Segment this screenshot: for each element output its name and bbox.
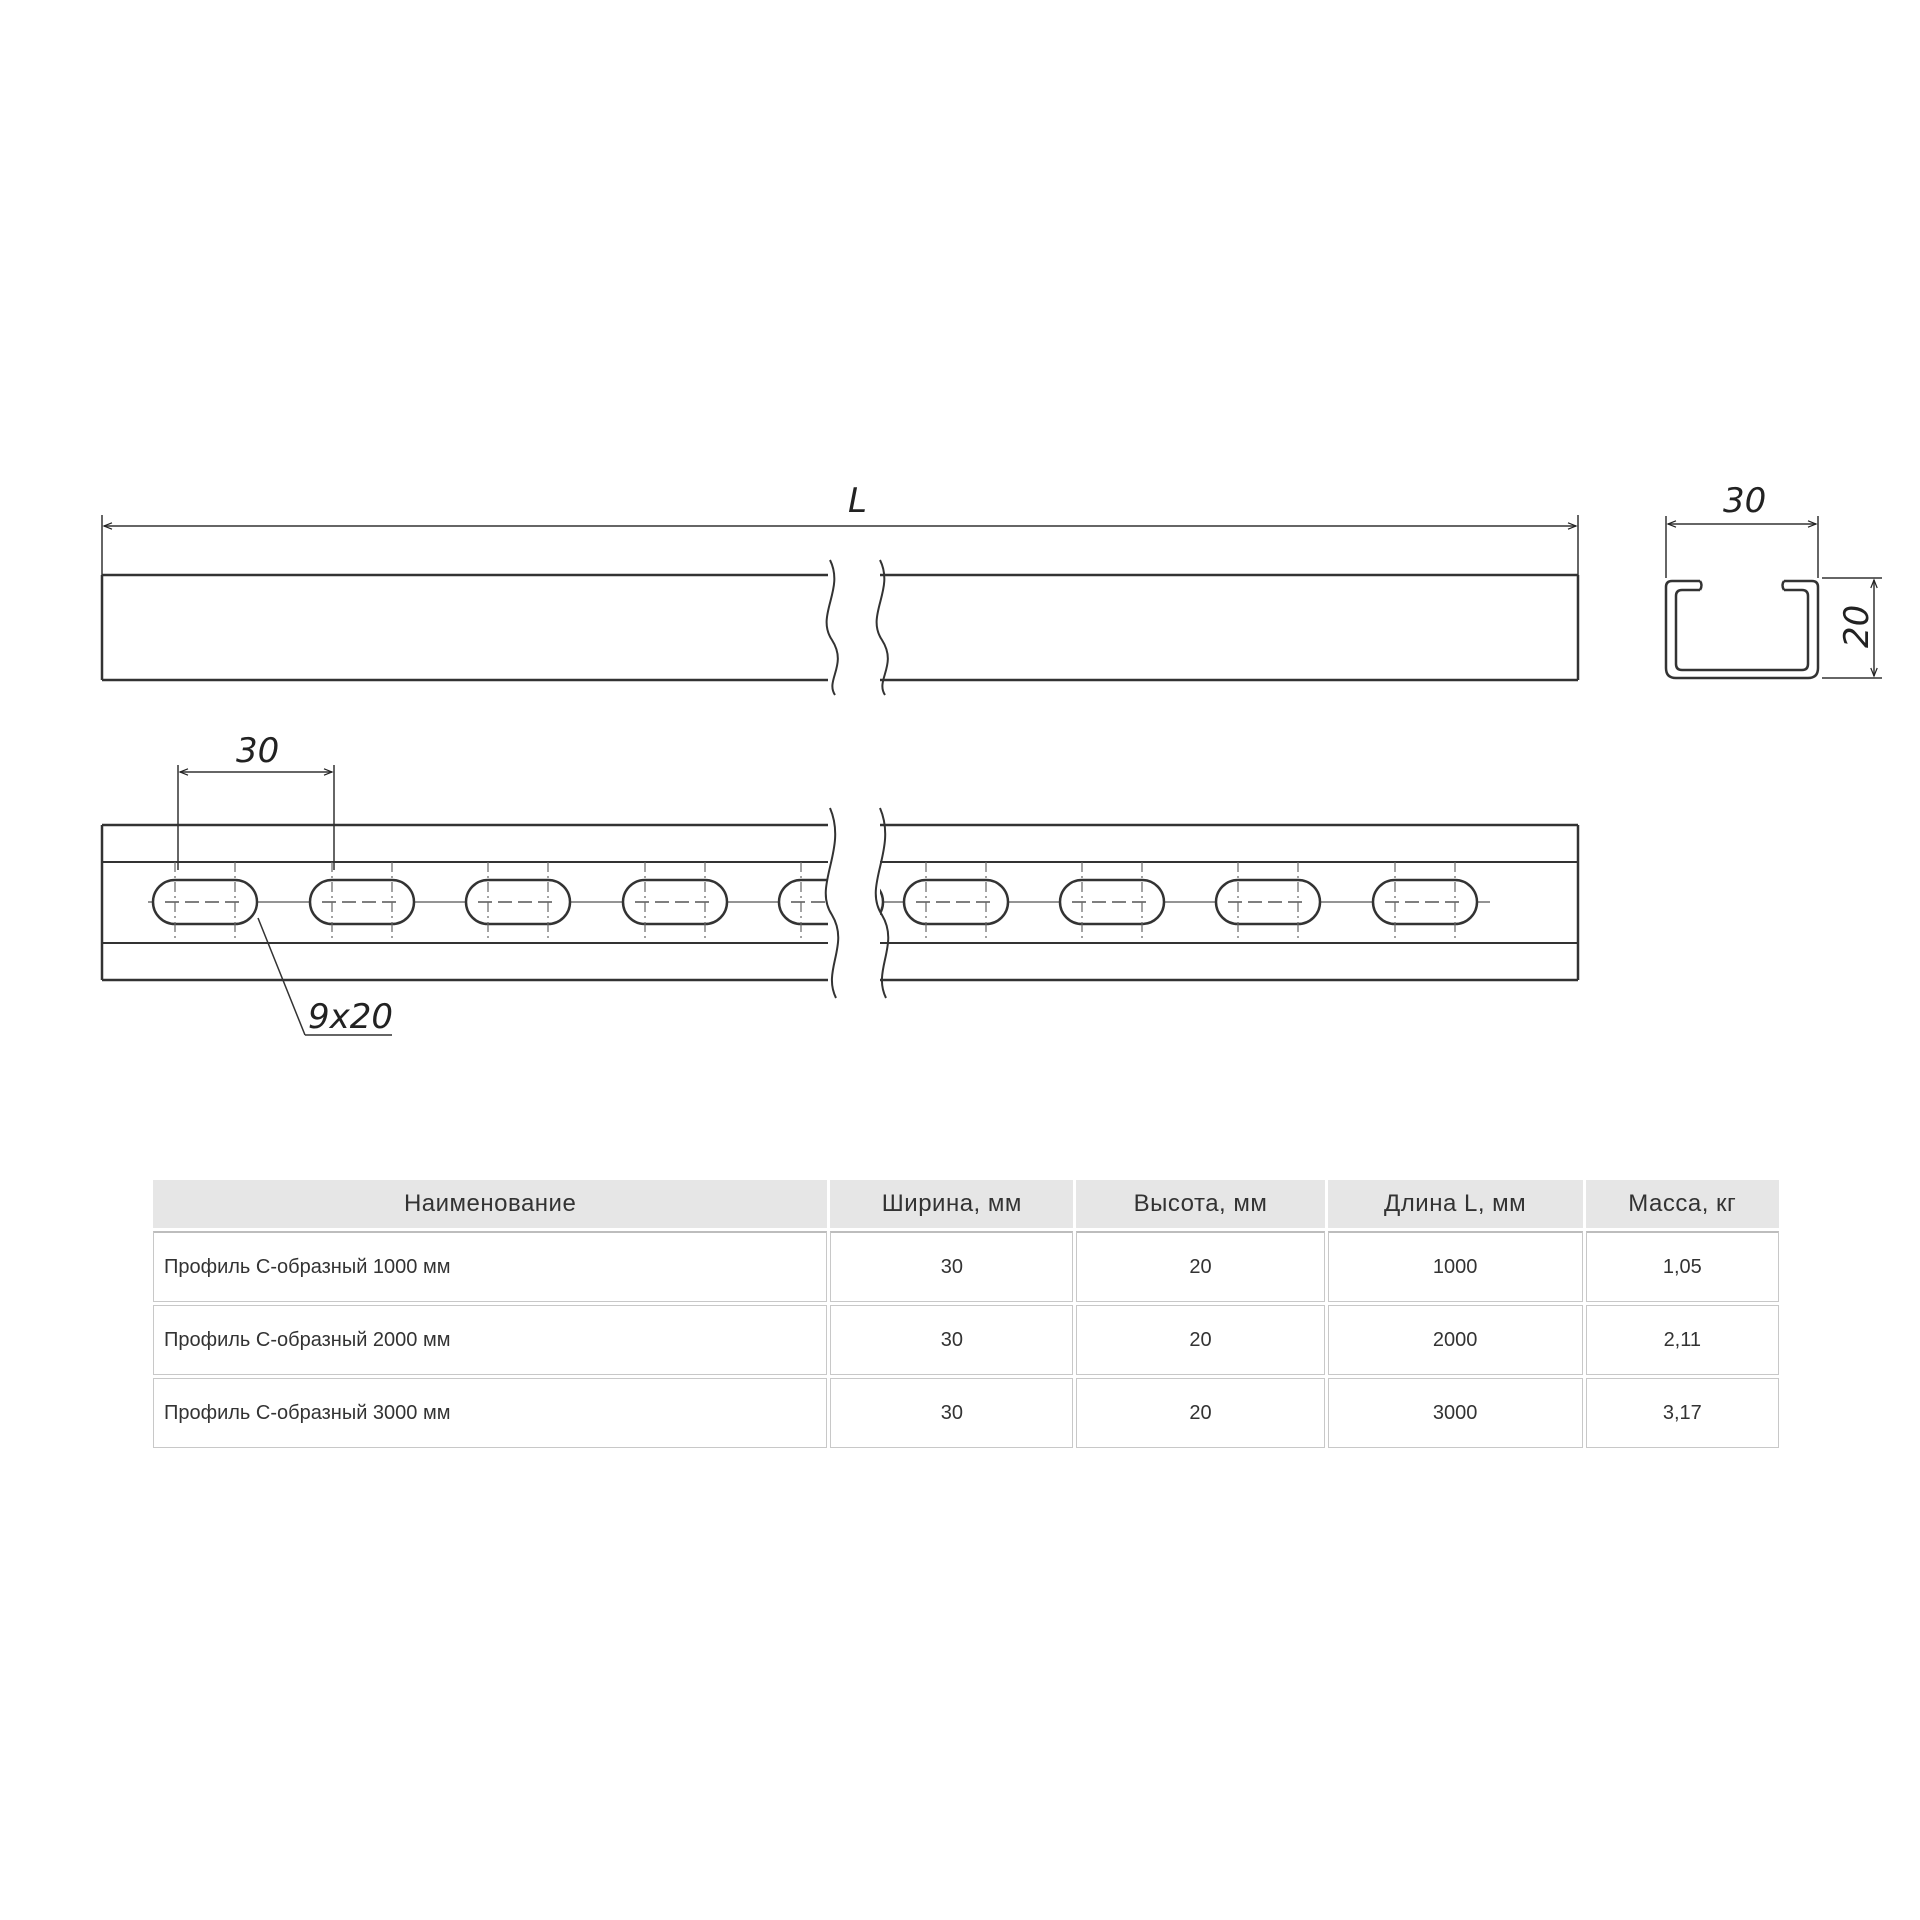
table-row — [153, 1231, 1779, 1302]
cell-name: Профиль С-образный 1000 мм — [153, 1231, 827, 1302]
slot-row — [148, 862, 1490, 942]
cell-width: 30 — [830, 1305, 1073, 1375]
side-view — [102, 560, 1578, 695]
header-mass: Масса, кг — [1586, 1180, 1779, 1228]
specification-table — [150, 1177, 1782, 1451]
cell-name: Профиль С-образный 2000 мм — [153, 1305, 827, 1375]
cell-mass: 3,17 — [1586, 1378, 1779, 1448]
cell-width: 30 — [830, 1378, 1073, 1448]
cell-length: 2000 — [1328, 1305, 1583, 1375]
header-height: Высота, мм — [1076, 1180, 1324, 1228]
header-width: Ширина, мм — [830, 1180, 1073, 1228]
slot-hole — [1216, 862, 1320, 942]
table-row — [153, 1305, 1779, 1375]
pitch-dimension — [178, 765, 334, 870]
cell-length: 1000 — [1328, 1231, 1583, 1302]
slot-hole — [310, 862, 414, 942]
cell-height: 20 — [1076, 1378, 1324, 1448]
slot-hole — [904, 862, 1008, 942]
slot-hole — [1373, 862, 1477, 942]
header-name: Наименование — [153, 1180, 827, 1228]
profile-width-label: 30 — [1723, 481, 1767, 521]
slot-hole — [1060, 862, 1164, 942]
cell-mass: 1,05 — [1586, 1231, 1779, 1302]
slot-hole — [466, 862, 570, 942]
table-row — [153, 1378, 1779, 1448]
cell-name: Профиль С-образный 3000 мм — [153, 1378, 827, 1448]
length-label: L — [848, 481, 867, 521]
table-header-row — [153, 1180, 1779, 1228]
slot-hole — [153, 862, 257, 942]
hole-pitch-label: 30 — [236, 731, 280, 771]
cell-height: 20 — [1076, 1231, 1324, 1302]
cell-length: 3000 — [1328, 1378, 1583, 1448]
hole-size-label: 9x20 — [308, 997, 394, 1037]
top-view-break — [826, 808, 889, 998]
cross-section — [1666, 581, 1818, 678]
slot-hole — [623, 862, 727, 942]
cell-mass: 2,11 — [1586, 1305, 1779, 1375]
header-length: Длина L, мм — [1328, 1180, 1583, 1228]
section-dimensions — [1666, 516, 1882, 678]
profile-height-label: 20 — [1837, 604, 1877, 648]
cell-height: 20 — [1076, 1305, 1324, 1375]
cell-width: 30 — [830, 1231, 1073, 1302]
